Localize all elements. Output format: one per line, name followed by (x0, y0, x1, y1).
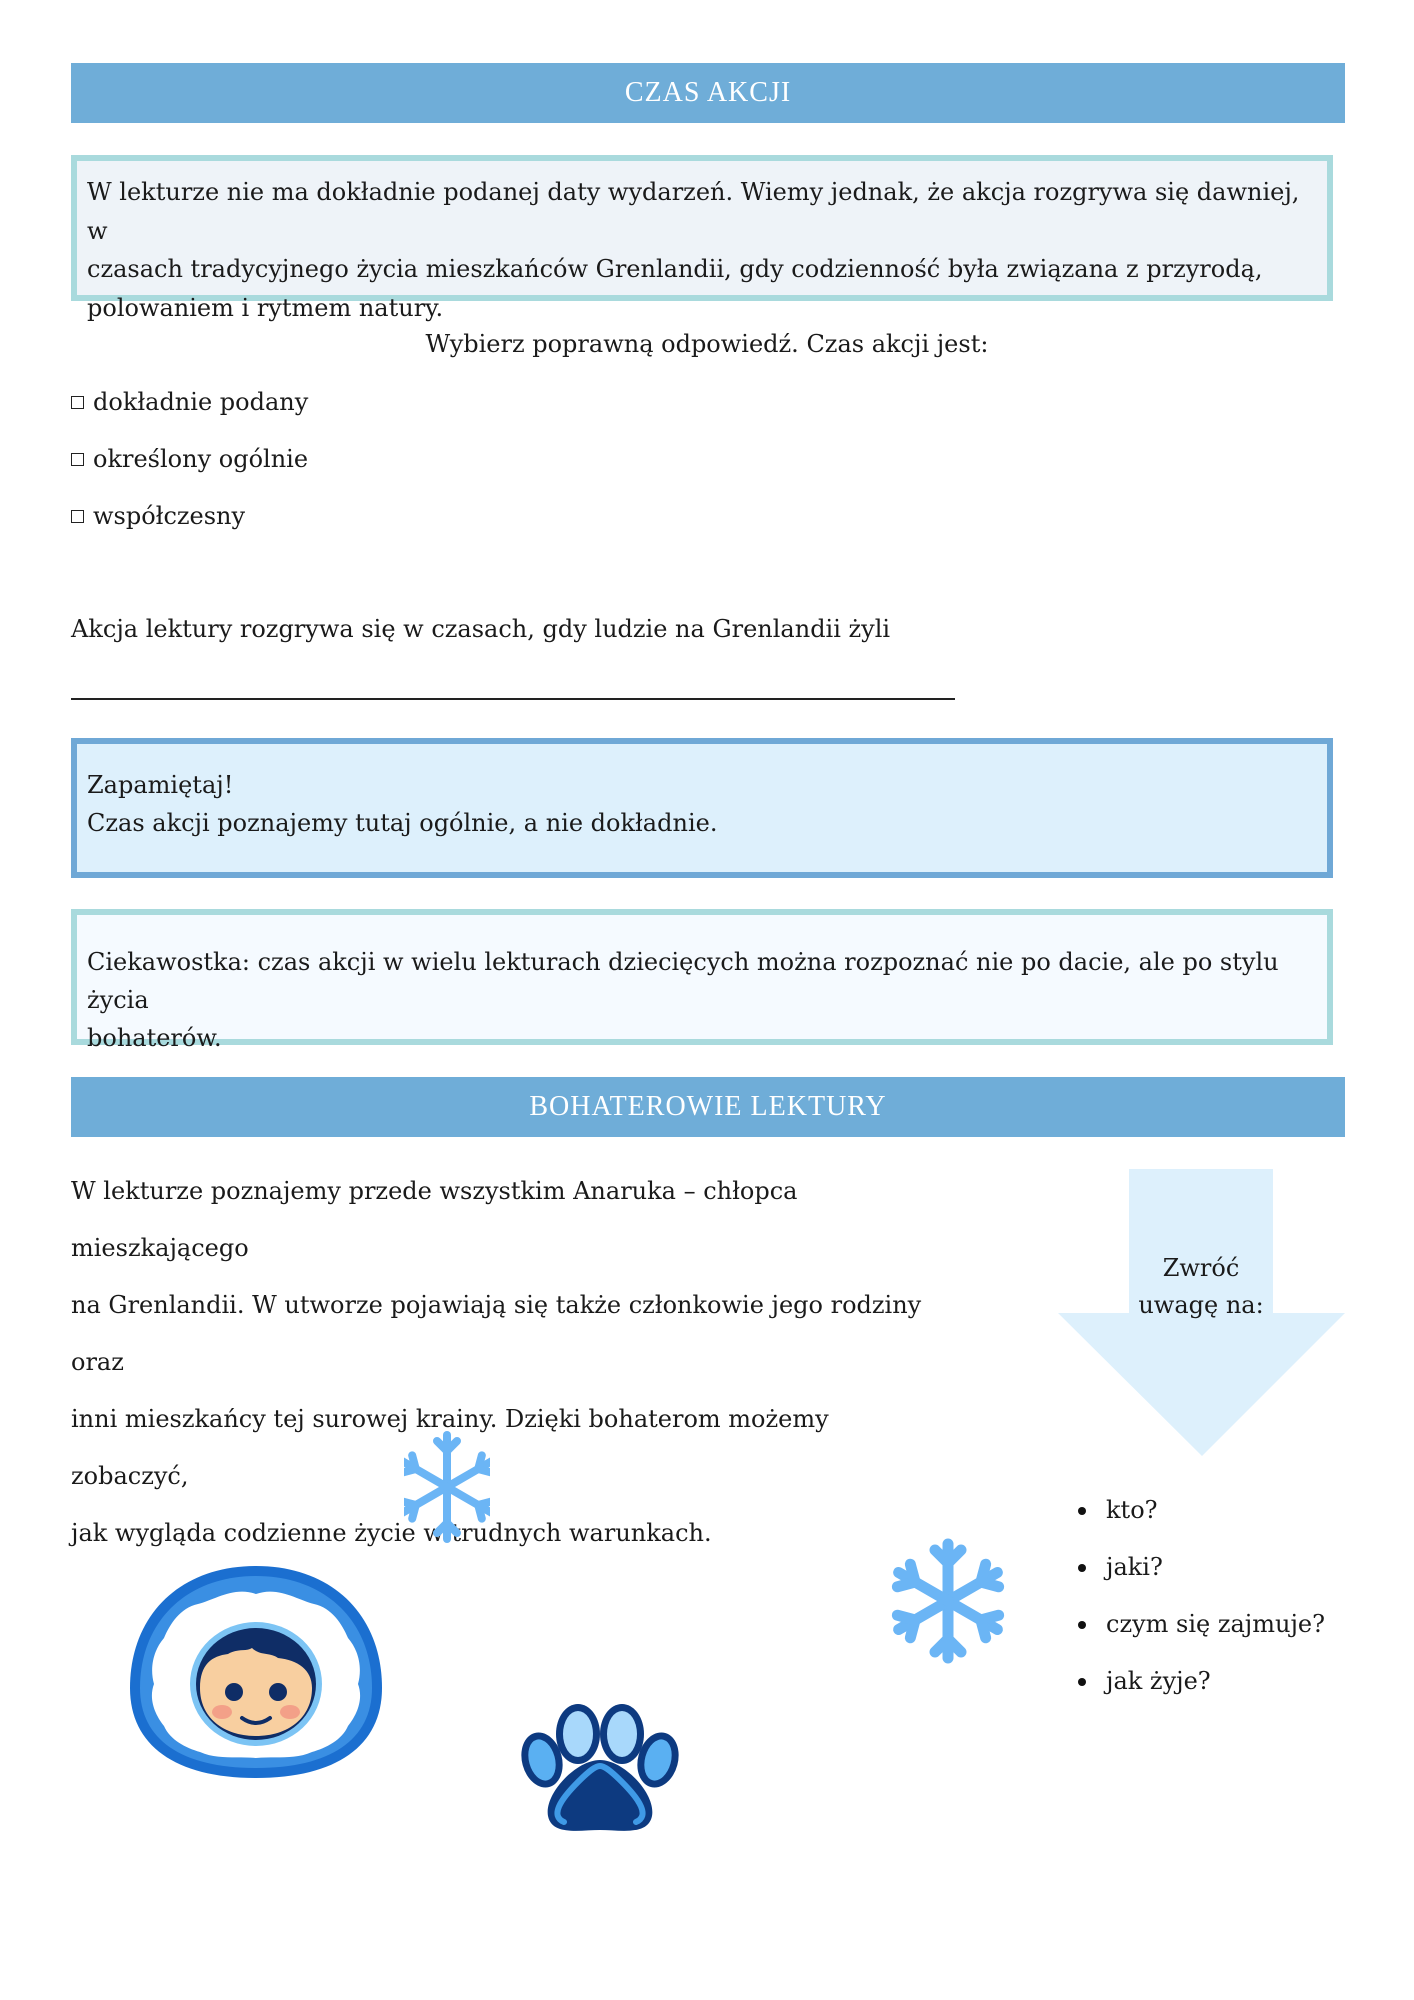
intro-line: polowaniem i rytmem natury. (87, 293, 444, 322)
option-label: dokładnie podany (93, 388, 309, 416)
option-label: współczesny (93, 502, 246, 530)
answer-option[interactable] (71, 502, 245, 530)
fact-line: bohaterów. (87, 1024, 222, 1052)
answer-option[interactable] (71, 388, 308, 416)
list-item (1078, 1596, 1325, 1653)
fun-fact-box (71, 909, 1333, 1052)
paragraph-line: W lekturze poznajemy przede wszystkim Anaruka – chłopca mieszkającego (71, 1177, 798, 1262)
checkbox[interactable] (71, 453, 84, 466)
section-title: BOHATEROWIE LEKTURY (529, 1091, 887, 1122)
characters-paragraph (71, 1163, 951, 1562)
bullet-icon (1078, 1507, 1086, 1515)
attention-list (1078, 1482, 1325, 1710)
snowflake-icon (404, 1428, 490, 1546)
section-header-bohaterowie (71, 1077, 1345, 1137)
list-item-text: jak żyje? (1106, 1667, 1211, 1695)
checkbox[interactable] (71, 510, 84, 523)
list-item-text: czym się zajmuje? (1106, 1610, 1325, 1638)
arrow-label-line: uwagę na: (1138, 1291, 1264, 1319)
section-title: CZAS AKCJI (624, 77, 792, 108)
paragraph-line: jak wygląda codzienne życie w trudnych warunkach. (71, 1519, 712, 1547)
bullet-icon (1078, 1621, 1086, 1629)
paw-print-icon (520, 1704, 680, 1836)
list-item-text: jaki? (1106, 1553, 1163, 1581)
bullet-icon (1078, 1678, 1086, 1686)
snowflake-icon (889, 1538, 1007, 1664)
list-item (1078, 1482, 1325, 1539)
bullet-icon (1078, 1564, 1086, 1572)
answer-option[interactable] (71, 445, 308, 473)
answer-blank-line[interactable] (71, 698, 955, 700)
checkbox[interactable] (71, 396, 84, 409)
option-label: określony ogólnie (93, 445, 309, 473)
section-header-czas-akcji (71, 63, 1345, 123)
paragraph-line: inni mieszkańcy tej surowej krainy. Dzięki bohaterom możemy zobaczyć, (71, 1405, 829, 1490)
list-item (1078, 1653, 1325, 1710)
remember-text: Czas akcji poznajemy tutaj ogólnie, a nie dokładnie. (87, 809, 718, 837)
intro-line: czasach tradycyjnego życia mieszkańców Grenlandii, gdy codzienność była związana z przyrodą, (87, 255, 1263, 283)
fact-line: Ciekawostka: czas akcji w wielu lekturach dziecięcych można rozpoznać nie po dacie, ale po stylu życia (87, 948, 1279, 1014)
remember-box (71, 738, 1333, 878)
eskimo-child-icon (128, 1560, 384, 1782)
question-prompt: Wybierz poprawną odpowiedź. Czas akcji jest: (425, 330, 989, 358)
list-item (1078, 1539, 1325, 1596)
intro-line: W lekturze nie ma dokładnie podanej daty wydarzeń. Wiemy jednak, że akcja rozgrywa się dawniej, w (87, 178, 1300, 245)
remember-title: Zapamiętaj! (87, 771, 234, 799)
fill-in-sentence: Akcja lektury rozgrywa się w czasach, gdy ludzie na Grenlandii żyli (71, 615, 891, 643)
intro-box (71, 155, 1333, 322)
arrow-label (1129, 1250, 1273, 1324)
list-item-text: kto? (1106, 1496, 1158, 1524)
paragraph-line: na Grenlandii. W utworze pojawiają się także członkowie jego rodziny oraz (71, 1291, 922, 1376)
arrow-label-line: Zwróć (1162, 1254, 1240, 1282)
